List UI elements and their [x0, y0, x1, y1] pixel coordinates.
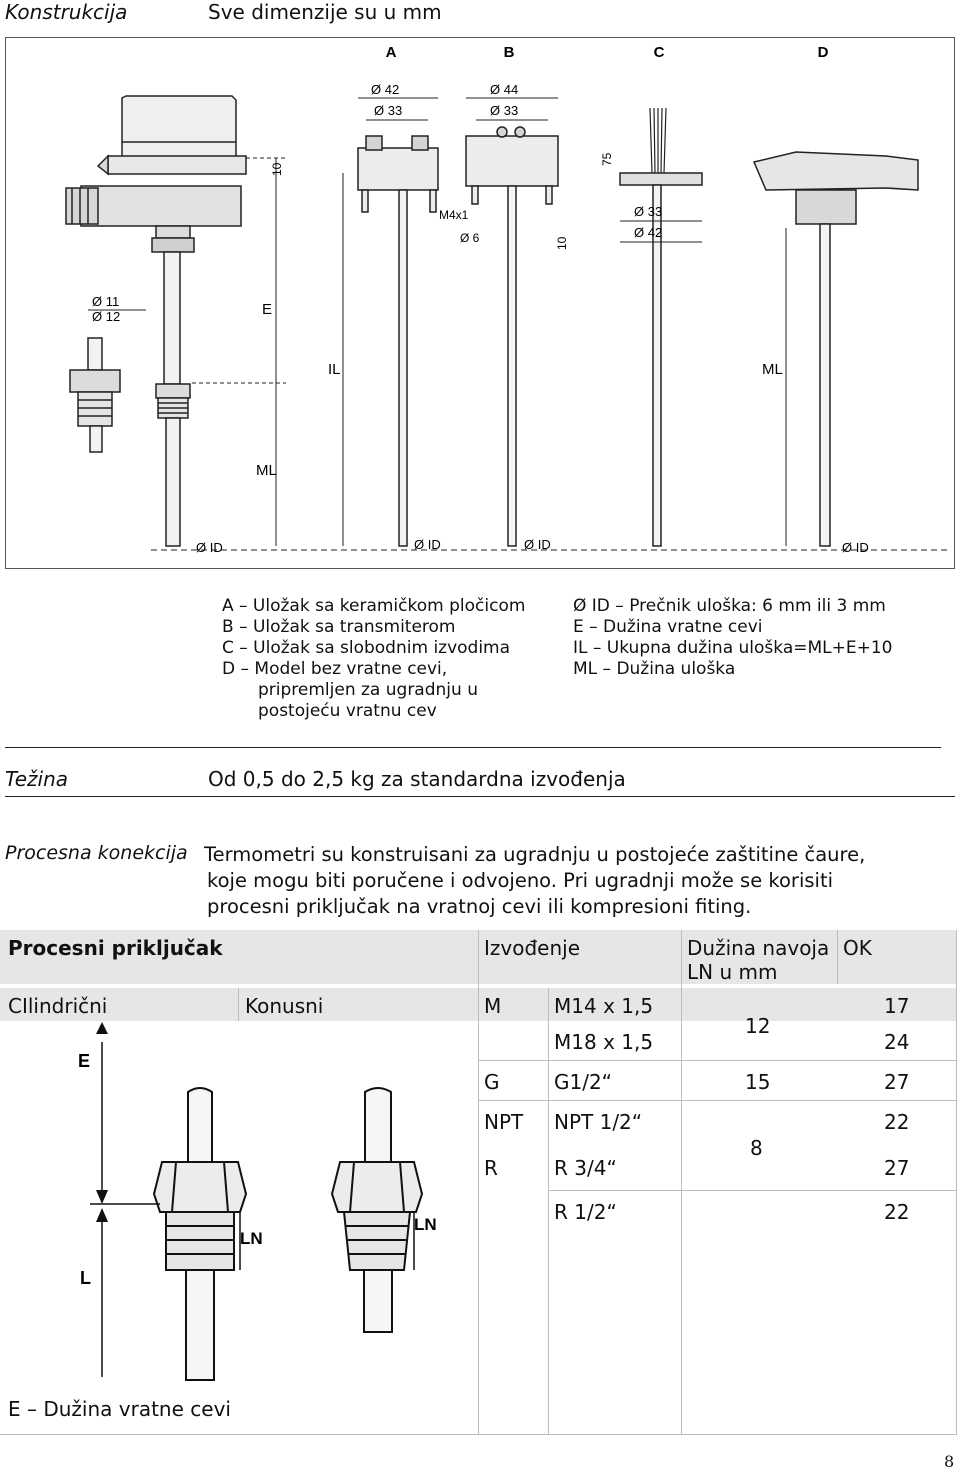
- row-r-code: R: [484, 1156, 498, 1180]
- weight-label: Težina: [5, 767, 69, 791]
- terminal-head: [66, 96, 246, 252]
- col-c-label: C: [653, 44, 665, 61]
- row-m18-ok: 24: [884, 1030, 910, 1054]
- dim-ml-right: ML: [762, 361, 783, 378]
- process-text: [204, 842, 865, 920]
- legend-right: [573, 596, 893, 680]
- legend-ml: ML – Dužina uloška: [573, 659, 736, 679]
- row-m14-ok: 17: [884, 994, 910, 1018]
- row-m14: M14 x 1,5: [554, 994, 654, 1018]
- weight-value: Od 0,5 do 2,5 kg za standardna izvođenja: [208, 767, 626, 791]
- legend-a: A – Uložak sa keramičkom pločicom: [222, 596, 526, 616]
- dim-id-4: Ø ID: [842, 540, 869, 555]
- grid-v6: [956, 930, 957, 1435]
- th-ok: OK: [843, 936, 872, 960]
- dim-d33-a: Ø 33: [374, 103, 403, 118]
- fig-label-e: E: [78, 1051, 91, 1071]
- fitting-illustration: [0, 1022, 478, 1407]
- grid-v2: [548, 988, 549, 1435]
- grid-h3: [548, 1190, 957, 1191]
- dim-75: 75: [600, 152, 614, 166]
- dim-d11: Ø 11: [92, 294, 120, 309]
- th-conical: Konusni: [245, 994, 324, 1018]
- table-caption: E – Dužina vratne cevi: [8, 1397, 231, 1421]
- insert-a: [358, 136, 438, 546]
- row-r12: R 1/2“: [554, 1200, 617, 1224]
- process-line-1: Termometri su konstruisani za ugradnju u postojeće zaštitine čaure,: [204, 843, 866, 866]
- grid-h4: [0, 1434, 957, 1435]
- fig-label-ln-1: LN: [240, 1229, 263, 1248]
- legend-id: Ø ID – Prečnik uloška: 6 mm ili 3 mm: [573, 596, 886, 616]
- grid-v5: [238, 988, 239, 1021]
- neck-tube: [156, 252, 190, 546]
- row-m-ln: 12: [745, 1014, 771, 1038]
- dim-d33-b: Ø 33: [490, 103, 519, 118]
- dim-d42-c: Ø 42: [634, 225, 663, 240]
- dim-d6: Ø 6: [460, 231, 480, 245]
- insert-b: [466, 127, 558, 546]
- col-d-label: D: [817, 44, 829, 61]
- th-connection: Procesni priključak: [8, 936, 223, 960]
- row-m-code: M: [484, 994, 502, 1018]
- construction-drawing: [5, 37, 955, 569]
- dim-d33-c: Ø 33: [634, 204, 663, 219]
- fig-label-l: L: [80, 1268, 91, 1288]
- legend-e: E – Dužina vratne cevi: [573, 617, 763, 637]
- row-g-code: G: [484, 1070, 500, 1094]
- process-connection-table: [0, 930, 957, 1435]
- units-note: Sve dimenzije su u mm: [208, 0, 442, 24]
- dim-il: IL: [328, 361, 341, 378]
- legend-il: IL – Ukupna dužina uloška=ML+E+10: [573, 638, 893, 658]
- legend-b: B – Uložak sa transmiterom: [222, 617, 456, 637]
- th-thread-length-unit: LN u mm: [687, 960, 778, 984]
- dim-d44: Ø 44: [490, 82, 519, 97]
- insert-d: [754, 152, 918, 546]
- legend-left: [222, 596, 525, 722]
- row-r12-ok: 22: [884, 1200, 910, 1224]
- fig-label-ln-2: LN: [414, 1215, 437, 1234]
- row-g12: G1/2“: [554, 1070, 613, 1094]
- grid-h2: [478, 1100, 957, 1101]
- dim-d42-a: Ø 42: [371, 82, 400, 97]
- section-title: Konstrukcija: [5, 0, 128, 24]
- dim-e: E: [262, 301, 273, 318]
- row-npt-code: NPT: [484, 1110, 524, 1134]
- insert-c: [620, 108, 702, 546]
- th-thread-length: Dužina navoja: [687, 936, 830, 960]
- row-r34: R 3/4“: [554, 1156, 617, 1180]
- page-number: 8: [944, 1452, 955, 1471]
- col-a-label: A: [385, 44, 397, 61]
- legend-d-cont1: pripremljen za ugradnju u: [258, 680, 478, 700]
- row-g-ok: 27: [884, 1070, 910, 1094]
- th-version: Izvođenje: [484, 936, 581, 960]
- legend-d-cont2: postojeću vratnu cev: [258, 701, 437, 721]
- row-npt-ok: 22: [884, 1110, 910, 1134]
- col-b-label: B: [503, 44, 515, 61]
- dim-id-2: Ø ID: [414, 537, 441, 552]
- process-line-3: procesni priključak na vratnoj cevi ili kompresioni fiting.: [207, 895, 752, 918]
- dim-10b: 10: [555, 236, 569, 250]
- row-m18: M18 x 1,5: [554, 1030, 654, 1054]
- dim-10a: 10: [270, 162, 284, 176]
- process-line-2: koje mogu biti poručene i odvojeno. Pri ugradnji može se korisiti: [207, 869, 834, 892]
- legend-d: D – Model bez vratne cevi,: [222, 659, 448, 679]
- dim-d12: Ø 12: [92, 309, 121, 324]
- dim-id-3: Ø ID: [524, 537, 551, 552]
- th-cylindrical: CIlindrični: [8, 994, 108, 1018]
- dim-id-1: Ø ID: [196, 540, 223, 555]
- dim-ml-left: ML: [256, 462, 277, 479]
- legend-c: C – Uložak sa slobodnim izvodima: [222, 638, 511, 658]
- process-label: Procesna konekcija: [5, 842, 188, 864]
- row-r-ln: 8: [750, 1136, 763, 1160]
- grid-v4: [837, 930, 838, 984]
- grid-v1: [478, 930, 479, 1435]
- grid-v3: [681, 930, 682, 1435]
- row-g-ln: 15: [745, 1070, 771, 1094]
- divider-2: [5, 796, 955, 797]
- divider-1: [5, 747, 941, 748]
- row-npt12: NPT 1/2“: [554, 1110, 643, 1134]
- row-r34-ok: 27: [884, 1156, 910, 1180]
- dim-m4x1: M4x1: [439, 208, 469, 222]
- grid-h1: [478, 1060, 957, 1061]
- compression-fitting: [70, 338, 120, 452]
